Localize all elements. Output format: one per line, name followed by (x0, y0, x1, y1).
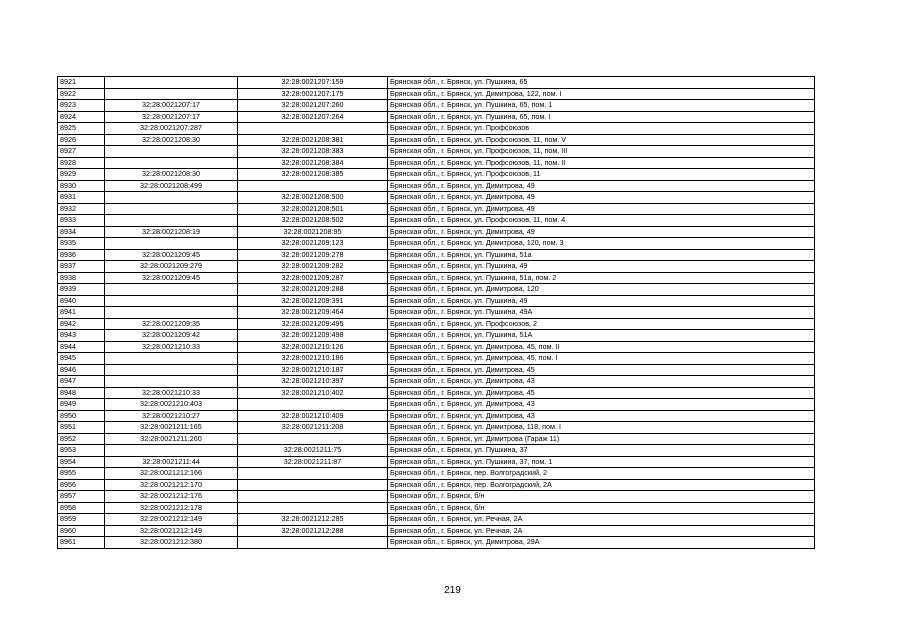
row-number-cell: 8931 (58, 192, 105, 204)
address-cell: Брянская обл., г. Брянск, ул. Димитрова, 49 (388, 203, 815, 215)
table-row (58, 146, 815, 158)
address-cell: Брянская обл., г. Брянск, ул. Пушкина, 51а, пом. 2 (388, 272, 815, 284)
cadastral-number-cell: 32:28:0021210:397 (238, 376, 388, 388)
table-row (58, 169, 815, 181)
row-number-cell: 8959 (58, 514, 105, 526)
parent-cadastral-number-cell: 32:28:0021210:33 (105, 387, 238, 399)
parent-cadastral-number-cell (105, 77, 238, 89)
table-row (58, 192, 815, 204)
parent-cadastral-number-cell: 32:28:0021207:287 (105, 123, 238, 135)
cadastral-number-cell: 32:28:0021211:208 (238, 422, 388, 434)
table-row (58, 537, 815, 549)
row-number-cell: 8933 (58, 215, 105, 227)
cadastral-number-cell (238, 479, 388, 491)
table-row (58, 203, 815, 215)
address-cell: Брянская обл., г. Брянск, ул. Димитрова, 45, пом. II (388, 341, 815, 353)
table-row (58, 261, 815, 273)
table-row (58, 238, 815, 250)
cadastral-number-cell: 32:28:0021207:260 (238, 100, 388, 112)
row-number-cell: 8923 (58, 100, 105, 112)
table-row (58, 157, 815, 169)
cadastral-number-cell (238, 468, 388, 480)
parent-cadastral-number-cell (105, 295, 238, 307)
address-cell: Брянская обл., г. Брянск, ул. Димитрова, 120, пом. 3 (388, 238, 815, 250)
parent-cadastral-number-cell: 32:28:0021212:149 (105, 525, 238, 537)
cadastral-number-cell: 32:28:0021212:285 (238, 514, 388, 526)
address-cell: Брянская обл., г. Брянск, ул. Пушкина, 49 (388, 261, 815, 273)
address-cell: Брянская обл., г. Брянск, ул. Димитрова, 45 (388, 387, 815, 399)
address-cell: Брянская обл., г. Брянск, ул. Димитрова, 43 (388, 376, 815, 388)
address-cell: Брянская обл., г. Брянск, ул. Речная, 2А (388, 514, 815, 526)
row-number-cell: 8949 (58, 399, 105, 411)
cadastral-number-cell: 32:28:0021212:288 (238, 525, 388, 537)
table-row (58, 491, 815, 503)
cadastral-number-cell: 32:28:0021208:502 (238, 215, 388, 227)
row-number-cell: 8957 (58, 491, 105, 503)
row-number-cell: 8941 (58, 307, 105, 319)
cadastral-number-cell (238, 180, 388, 192)
address-cell: Брянская обл., г. Брянск, ул. Димитрова, 29А (388, 537, 815, 549)
table-row (58, 514, 815, 526)
cadastral-number-cell: 32:28:0021209:278 (238, 249, 388, 261)
address-cell: Брянская обл., г. Брянск, б/н (388, 491, 815, 503)
address-cell: Брянская обл., г. Брянск, ул. Пушкина, 51А (388, 330, 815, 342)
cadastral-number-cell: 32:28:0021207:264 (238, 111, 388, 123)
row-number-cell: 8925 (58, 123, 105, 135)
row-number-cell: 8946 (58, 364, 105, 376)
parent-cadastral-number-cell (105, 157, 238, 169)
address-cell: Брянская обл., г. Брянск, ул. Пушкина, 65, пом. I (388, 111, 815, 123)
address-cell: Брянская обл., г. Брянск, ул. Профсоюзов, 11, пом. II (388, 157, 815, 169)
table-row (58, 468, 815, 480)
cadastral-number-cell: 32:28:0021208:381 (238, 134, 388, 146)
parent-cadastral-number-cell: 32:28:0021210:403 (105, 399, 238, 411)
parent-cadastral-number-cell (105, 192, 238, 204)
table-row (58, 330, 815, 342)
row-number-cell: 8955 (58, 468, 105, 480)
address-cell: Брянская обл., г. Брянск, ул. Димитрова, 122, пом. I (388, 88, 815, 100)
row-number-cell: 8952 (58, 433, 105, 445)
row-number-cell: 8950 (58, 410, 105, 422)
cadastral-number-cell: 32:28:0021208:385 (238, 169, 388, 181)
table-row (58, 502, 815, 514)
parent-cadastral-number-cell: 32:28:0021207:17 (105, 100, 238, 112)
cadastral-number-cell: 32:28:0021211:75 (238, 445, 388, 457)
address-cell: Брянская обл., г. Брянск, ул. Димитрова, 49 (388, 226, 815, 238)
parent-cadastral-number-cell: 32:28:0021212:149 (105, 514, 238, 526)
table-row (58, 272, 815, 284)
row-number-cell: 8958 (58, 502, 105, 514)
cadastral-number-cell: 32:28:0021211:87 (238, 456, 388, 468)
row-number-cell: 8937 (58, 261, 105, 273)
table-row (58, 399, 815, 411)
row-number-cell: 8944 (58, 341, 105, 353)
cadastral-number-cell: 32:28:0021209:288 (238, 284, 388, 296)
address-cell: Брянская обл., г. Брянск, ул. Димитрова, 45, пом. I (388, 353, 815, 365)
address-cell: Брянская обл., г. Брянск, пер. Волгоградский, 2 (388, 468, 815, 480)
row-number-cell: 8954 (58, 456, 105, 468)
parent-cadastral-number-cell: 32:28:0021210:33 (105, 341, 238, 353)
cadastral-number-cell: 32:28:0021209:464 (238, 307, 388, 319)
row-number-cell: 8921 (58, 77, 105, 89)
parent-cadastral-number-cell: 32:28:0021211:44 (105, 456, 238, 468)
parent-cadastral-number-cell: 32:28:0021211:165 (105, 422, 238, 434)
parent-cadastral-number-cell: 32:28:0021208:30 (105, 134, 238, 146)
row-number-cell: 8929 (58, 169, 105, 181)
parent-cadastral-number-cell: 32:28:0021208:30 (105, 169, 238, 181)
parent-cadastral-number-cell (105, 238, 238, 250)
parent-cadastral-number-cell: 32:28:0021209:42 (105, 330, 238, 342)
table-row (58, 422, 815, 434)
cadastral-number-cell: 32:28:0021209:391 (238, 295, 388, 307)
cadastral-number-cell: 32:28:0021210:126 (238, 341, 388, 353)
row-number-cell: 8936 (58, 249, 105, 261)
parent-cadastral-number-cell (105, 307, 238, 319)
cadastral-number-cell: 32:28:0021210:187 (238, 364, 388, 376)
row-number-cell: 8926 (58, 134, 105, 146)
cadastral-number-cell: 32:28:0021207:159 (238, 77, 388, 89)
row-number-cell: 8934 (58, 226, 105, 238)
address-cell: Брянская обл., г. Брянск, ул. Пушкина, 49А (388, 307, 815, 319)
table-row (58, 123, 815, 135)
address-cell: Брянская обл., г. Брянск, ул. Димитрова, 49 (388, 180, 815, 192)
table-row (58, 295, 815, 307)
table-row (58, 111, 815, 123)
table-row (58, 180, 815, 192)
registry-table (57, 76, 815, 549)
address-cell: Брянская обл., г. Брянск, ул. Димитрова (Гараж 11) (388, 433, 815, 445)
parent-cadastral-number-cell: 32:28:0021212:178 (105, 502, 238, 514)
row-number-cell: 8956 (58, 479, 105, 491)
cadastral-number-cell: 32:28:0021210:186 (238, 353, 388, 365)
cadastral-number-cell: 32:28:0021209:495 (238, 318, 388, 330)
address-cell: Брянская обл., г. Брянск, ул. Димитрова, 120 (388, 284, 815, 296)
cadastral-number-cell: 32:28:0021207:175 (238, 88, 388, 100)
parent-cadastral-number-cell: 32:28:0021210:27 (105, 410, 238, 422)
cadastral-number-cell (238, 491, 388, 503)
address-cell: Брянская обл., г. Брянск, ул. Профсоюзов, 11, пом. V (388, 134, 815, 146)
cadastral-number-cell: 32:28:0021209:123 (238, 238, 388, 250)
parent-cadastral-number-cell (105, 364, 238, 376)
parent-cadastral-number-cell: 32:28:0021209:279 (105, 261, 238, 273)
parent-cadastral-number-cell: 32:28:0021208:19 (105, 226, 238, 238)
parent-cadastral-number-cell (105, 203, 238, 215)
table-row (58, 433, 815, 445)
row-number-cell: 8928 (58, 157, 105, 169)
parent-cadastral-number-cell: 32:28:0021212:380 (105, 537, 238, 549)
table-row (58, 353, 815, 365)
row-number-cell: 8939 (58, 284, 105, 296)
table-row (58, 307, 815, 319)
address-cell: Брянская обл., г. Брянск, пер. Волгоградский, 2А (388, 479, 815, 491)
parent-cadastral-number-cell: 32:28:0021209:35 (105, 318, 238, 330)
cadastral-number-cell: 32:28:0021208:501 (238, 203, 388, 215)
cadastral-number-cell (238, 502, 388, 514)
table-row (58, 77, 815, 89)
address-cell: Брянская обл., г. Брянск, ул. Димитрова, 118, пом. I (388, 422, 815, 434)
table-row (58, 215, 815, 227)
row-number-cell: 8938 (58, 272, 105, 284)
cadastral-number-cell: 32:28:0021208:95 (238, 226, 388, 238)
row-number-cell: 8935 (58, 238, 105, 250)
table-row (58, 100, 815, 112)
table-row (58, 341, 815, 353)
address-cell: Брянская обл., г. Брянск, ул. Димитрова, 43 (388, 410, 815, 422)
table-row (58, 134, 815, 146)
table-row (58, 410, 815, 422)
page-number: 219 (444, 585, 461, 596)
row-number-cell: 8924 (58, 111, 105, 123)
registry-table-body (58, 77, 815, 549)
parent-cadastral-number-cell (105, 376, 238, 388)
row-number-cell: 8932 (58, 203, 105, 215)
table-row (58, 318, 815, 330)
row-number-cell: 8951 (58, 422, 105, 434)
parent-cadastral-number-cell (105, 88, 238, 100)
address-cell: Брянская обл., г. Брянск, ул. Профсоюзов (388, 123, 815, 135)
cadastral-number-cell: 32:28:0021208:500 (238, 192, 388, 204)
address-cell: Брянская обл., г. Брянск, ул. Пушкина, 49 (388, 295, 815, 307)
table-row (58, 445, 815, 457)
address-cell: Брянская обл., г. Брянск, ул. Профсоюзов, 11 (388, 169, 815, 181)
table-row (58, 226, 815, 238)
row-number-cell: 8960 (58, 525, 105, 537)
table-row (58, 387, 815, 399)
cadastral-number-cell: 32:28:0021208:384 (238, 157, 388, 169)
row-number-cell: 8953 (58, 445, 105, 457)
cadastral-number-cell (238, 433, 388, 445)
parent-cadastral-number-cell: 32:28:0021209:45 (105, 249, 238, 261)
row-number-cell: 8948 (58, 387, 105, 399)
table-row (58, 525, 815, 537)
parent-cadastral-number-cell (105, 215, 238, 227)
table-row (58, 284, 815, 296)
address-cell: Брянская обл., г. Брянск, ул. Димитрова, 49 (388, 192, 815, 204)
address-cell: Брянская обл., г. Брянск, ул. Профсоюзов, 11, пом. 4 (388, 215, 815, 227)
row-number-cell: 8945 (58, 353, 105, 365)
cadastral-number-cell (238, 123, 388, 135)
parent-cadastral-number-cell: 32:28:0021208:499 (105, 180, 238, 192)
parent-cadastral-number-cell (105, 445, 238, 457)
table-row (58, 88, 815, 100)
address-cell: Брянская обл., г. Брянск, б/н (388, 502, 815, 514)
parent-cadastral-number-cell: 32:28:0021212:176 (105, 491, 238, 503)
parent-cadastral-number-cell (105, 284, 238, 296)
table-row (58, 249, 815, 261)
row-number-cell: 8930 (58, 180, 105, 192)
cadastral-number-cell: 32:28:0021208:383 (238, 146, 388, 158)
row-number-cell: 8942 (58, 318, 105, 330)
address-cell: Брянская обл., г. Брянск, ул. Пушкина, 65, пом. 1 (388, 100, 815, 112)
row-number-cell: 8940 (58, 295, 105, 307)
address-cell: Брянская обл., г. Брянск, ул. Профсоюзов, 2 (388, 318, 815, 330)
parent-cadastral-number-cell (105, 146, 238, 158)
address-cell: Брянская обл., г. Брянск, ул. Пушкина, 37, пом. 1 (388, 456, 815, 468)
parent-cadastral-number-cell: 32:28:0021212:166 (105, 468, 238, 480)
table-row (58, 376, 815, 388)
parent-cadastral-number-cell: 32:28:0021211:260 (105, 433, 238, 445)
cadastral-number-cell (238, 399, 388, 411)
cadastral-number-cell: 32:28:0021209:287 (238, 272, 388, 284)
parent-cadastral-number-cell (105, 353, 238, 365)
row-number-cell: 8961 (58, 537, 105, 549)
address-cell: Брянская обл., г. Брянск, ул. Димитрова, 45 (388, 364, 815, 376)
row-number-cell: 8927 (58, 146, 105, 158)
parent-cadastral-number-cell: 32:28:0021212:170 (105, 479, 238, 491)
address-cell: Брянская обл., г. Брянск, ул. Димитрова, 43 (388, 399, 815, 411)
address-cell: Брянская обл., г. Брянск, ул. Пушкина, 37 (388, 445, 815, 457)
cadastral-number-cell: 32:28:0021210:402 (238, 387, 388, 399)
address-cell: Брянская обл., г. Брянск, ул. Пушкина, 51а (388, 249, 815, 261)
table-row (58, 479, 815, 491)
table-row (58, 364, 815, 376)
row-number-cell: 8943 (58, 330, 105, 342)
row-number-cell: 8947 (58, 376, 105, 388)
address-cell: Брянская обл., г. Брянск, ул. Профсоюзов, 11, пом. III (388, 146, 815, 158)
table-row (58, 456, 815, 468)
cadastral-number-cell: 32:28:0021209:282 (238, 261, 388, 273)
parent-cadastral-number-cell: 32:28:0021209:45 (105, 272, 238, 284)
cadastral-number-cell: 32:28:0021209:498 (238, 330, 388, 342)
address-cell: Брянская обл., г. Брянск, ул. Пушкина, 65 (388, 77, 815, 89)
address-cell: Брянская обл., г. Брянск, ул. Речная, 2А (388, 525, 815, 537)
cadastral-number-cell: 32:28:0021210:409 (238, 410, 388, 422)
cadastral-number-cell (238, 537, 388, 549)
row-number-cell: 8922 (58, 88, 105, 100)
parent-cadastral-number-cell: 32:28:0021207:17 (105, 111, 238, 123)
